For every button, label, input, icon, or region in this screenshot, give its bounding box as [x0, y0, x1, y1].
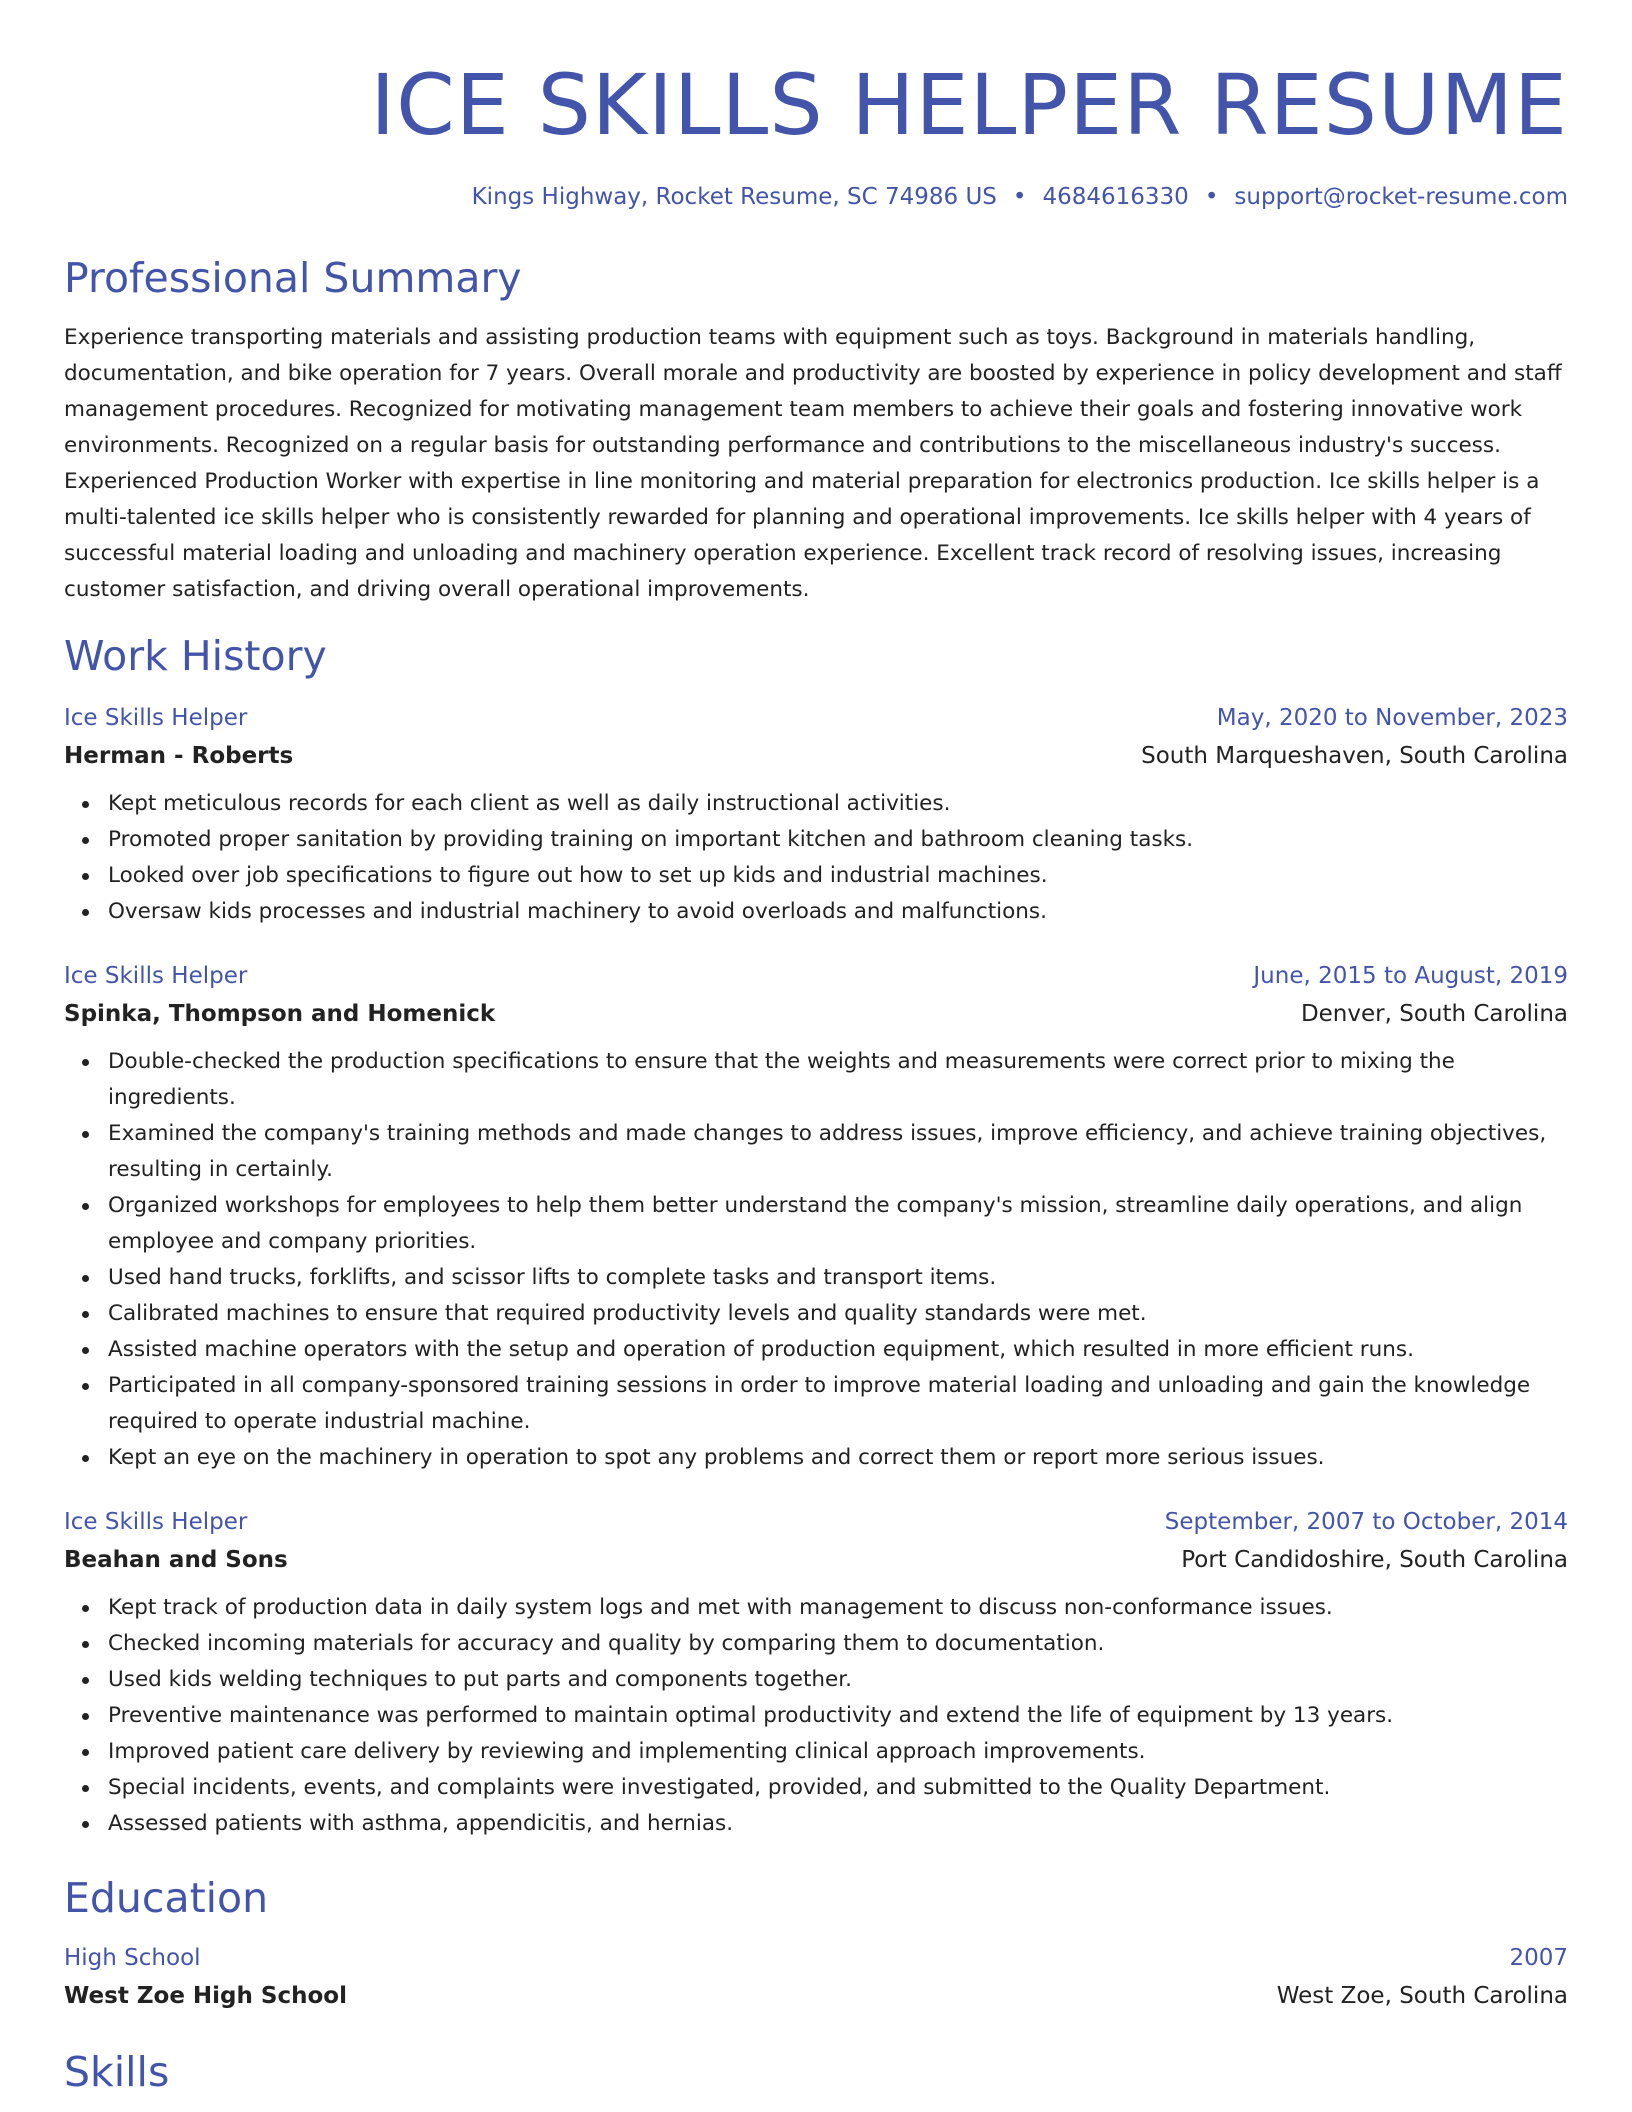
job-location: South Marqueshaven, South Carolina: [1141, 743, 1568, 769]
education-degree-row: [64, 1942, 1568, 1974]
job-bullet: Used kids welding techniques to put parts and components together.: [108, 1662, 1568, 1698]
job-bullet: Improved patient care delivery by reviewing and implementing clinical approach improvements.: [108, 1734, 1568, 1770]
job-bullet: Special incidents, events, and complaints were investigated, provided, and submitted to the Quality Department.: [108, 1770, 1568, 1806]
job-bullet: Kept an eye on the machinery in operation to spot any problems and correct them or report more serious issues.: [108, 1440, 1568, 1476]
job-entry: [64, 960, 1568, 1476]
contact-separator: •: [1204, 184, 1219, 210]
work-history-list: [64, 702, 1568, 1842]
job-location: Denver, South Carolina: [1300, 1001, 1568, 1027]
job-role: Ice Skills Helper: [64, 963, 248, 989]
job-bullet: Examined the company's training methods and made changes to address issues, improve efficiency, and achieve training objectives, resulting in certainly.: [108, 1116, 1568, 1188]
job-bullet: Calibrated machines to ensure that required productivity levels and quality standards were met.: [108, 1296, 1568, 1332]
education-degree: High School: [64, 1945, 201, 1971]
job-dates: September, 2007 to October, 2014: [1164, 1509, 1568, 1535]
summary-text: Experience transporting materials and assisting production teams with equipment such as toys. Background in materials handling, documentation, and bike operation for 7 years. Overall morale and productivity are boosted by experience in policy development and staff management procedures. Recognized for motivating management team members to achieve their goals and fostering innovative work environments. Recognized on a regular basis for outstanding performance and contributions to the miscellaneous industry's success. Experienced Production Worker with expertise in line monitoring and material preparation for electronics production. Ice skills helper is a multi-talented ice skills helper who is consistently rewarded for planning and operational improvements. Ice skills helper with 4 years of successful material loading and unloading and machinery operation experience. Excellent track record of resolving issues, increasing customer satisfaction, and driving overall operational improvements.: [64, 325, 1562, 602]
job-role-row: [64, 702, 1568, 734]
job-bullet: Kept track of production data in daily system logs and met with management to discuss non-conformance issues.: [108, 1590, 1568, 1626]
job-bullet-list: [64, 1590, 1568, 1842]
job-bullet: Kept meticulous records for each client as well as daily instructional activities.: [108, 786, 1568, 822]
job-bullet-list: [64, 786, 1568, 930]
job-bullet: Looked over job specifications to figure out how to set up kids and industrial machines.: [108, 858, 1568, 894]
job-bullet: Participated in all company-sponsored training sessions in order to improve material loading and unloading and gain the knowledge required to operate industrial machine.: [108, 1368, 1568, 1440]
job-company-row: [64, 998, 1568, 1030]
job-bullet: Promoted proper sanitation by providing training on important kitchen and bathroom cleaning tasks.: [108, 822, 1568, 858]
job-company: Herman - Roberts: [64, 743, 294, 769]
education-location: West Zoe, South Carolina: [1276, 1983, 1568, 2009]
education-entry: [64, 1942, 1568, 2012]
job-company: Spinka, Thompson and Homenick: [64, 1001, 496, 1027]
job-bullet: Preventive maintenance was performed to maintain optimal productivity and extend the life of equipment by 13 years.: [108, 1698, 1568, 1734]
job-bullet: Double-checked the production specifications to ensure that the weights and measurements were correct prior to mixing the ingredients.: [108, 1044, 1568, 1116]
job-bullet: Oversaw kids processes and industrial machinery to avoid overloads and malfunctions.: [108, 894, 1568, 930]
job-role-row: [64, 1506, 1568, 1538]
skills-heading: Skills: [64, 2048, 170, 2096]
job-location: Port Candidoshire, South Carolina: [1181, 1547, 1568, 1573]
job-bullet: Used hand trucks, forklifts, and scissor lifts to complete tasks and transport items.: [108, 1260, 1568, 1296]
job-company: Beahan and Sons: [64, 1547, 288, 1573]
resume-page: [64, 0, 1568, 2098]
summary-heading: Professional Summary: [64, 254, 522, 302]
education-school: West Zoe High School: [64, 1983, 347, 2009]
phone-text: 4684616330: [1042, 184, 1189, 210]
resume-title: ICE SKILLS HELPER RESUME: [370, 56, 1568, 154]
job-bullet: Organized workshops for employees to help them better understand the company's mission, streamline daily operations, and align employee and company priorities.: [108, 1188, 1568, 1260]
contact-separator: •: [1012, 184, 1027, 210]
contact-line: [64, 182, 1568, 212]
job-dates: May, 2020 to November, 2023: [1216, 705, 1568, 731]
education-heading: Education: [64, 1874, 269, 1922]
job-bullet: Assessed patients with asthma, appendicitis, and hernias.: [108, 1806, 1568, 1842]
education-school-row: [64, 1980, 1568, 2012]
job-entry: [64, 1506, 1568, 1842]
job-company-row: [64, 1544, 1568, 1576]
work-history-heading: Work History: [64, 632, 327, 680]
job-bullet: Assisted machine operators with the setup and operation of production equipment, which resulted in more efficient runs.: [108, 1332, 1568, 1368]
job-bullet-list: [64, 1044, 1568, 1476]
job-company-row: [64, 740, 1568, 772]
job-bullet: Checked incoming materials for accuracy and quality by comparing them to documentation.: [108, 1626, 1568, 1662]
email-link[interactable]: support@rocket-resume.com: [1234, 184, 1568, 210]
job-role: Ice Skills Helper: [64, 1509, 248, 1535]
job-dates: June, 2015 to August, 2019: [1253, 963, 1568, 989]
job-role: Ice Skills Helper: [64, 705, 248, 731]
education-year: 2007: [1509, 1945, 1568, 1971]
job-role-row: [64, 960, 1568, 992]
address-text: Kings Highway, Rocket Resume, SC 74986 US: [471, 184, 997, 210]
job-entry: [64, 702, 1568, 930]
